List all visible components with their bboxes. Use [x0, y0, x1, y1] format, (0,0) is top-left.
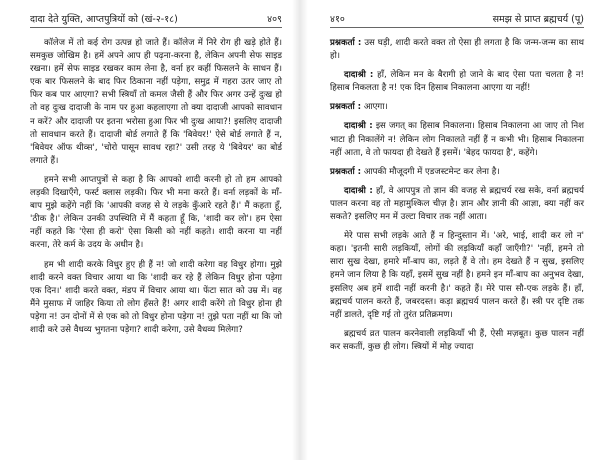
dialogue-block	[330, 120, 584, 159]
dialogue-block	[330, 37, 584, 63]
speaker-label: प्रश्नकर्ता :	[330, 166, 362, 177]
dialogue-block	[330, 69, 584, 95]
left-paragraph-3: हम भी शादी करके विधुर हुए ही हैं न! जो शादी करेगा वह विधुर होगा। मुझे शादी करने वक्त विचार आया था कि 'शादी कर रहे हैं लेकिन विधुर होना पड़ेगा एक दिन।' शादी करते वक्त, मंडप में विचार आया था। फेंटा सात को उम्र में। वह मैंने मुसाफ में जाहिर किया तो लोग हँसते हैं! अगर शादी करेंगे तो विधुर होना ही पड़ेगा न! उन दोनों में से एक को तो विधुर होना पड़ेगा न! तुझे पता नहीं था कि जो शादी करे उसे वैधव्य भुगतना पड़ेगा? शादी करेगा, उसे वैधव्य मिलेगा?	[30, 259, 282, 335]
left-page-number: ४०९	[267, 14, 282, 25]
dialogue-text: उस घड़ी, शादी करते वक्त तो ऐसा ही लगता है कि जन्म-जन्म का साथ हो।	[330, 38, 584, 62]
right-page	[308, 0, 600, 460]
dialogue-text: आएगा।	[363, 102, 388, 113]
left-page	[0, 0, 290, 460]
dialogue-text: हाँ, लेकिन मन के बैरागी हो जाने के बाद ऐसा पता चलता है न! हिसाब निकलता है न! एक दिन हिसाब निकालना आएगा या नहीं!	[330, 70, 584, 94]
dialogue-block	[330, 101, 584, 114]
left-paragraph-1: कॉलेज में तो कई रोग उत्पन्न हो जाते हैं। कॉलेज में निरे रोग ही खड़े होते हैं। समकुछ जोखिम है। हमें अपने आप ही पढ़ना-करना है, लेकिन अपनी सेफ साइड रखना। हमें सेफ साइड रखकर काम लेना है, वर्ना हर कहीं फिसलने के साधन हैं। एक बार फिसलने के बाद फिर ठिकाना नहीं पड़ेगा, समुद्र में गहरा उतर जाए तो फिर कब पार आएगा? सभी स्त्रियाँ तो कमल जैसी हैं और फिर अगर उन्हें दुःख हो तो वह दुःख दादाजी के नाम पर हुआ कहलाएगा तो क्या दादाजी आपको सावधान न करें? और दादाजी पर इतना भरोसा हुआ फिर भी दुःख आया?! इसलिए दादाजी तो सावधान करते हैं। दादाजी बोर्ड लगाते हैं कि 'बिवेयर!' ऐसे बोर्ड लगाते हैं न, 'बिवेयर ऑफ थीव्स', 'चोरो पासून सावध रहा?' उसी तरह ये 'बिवेयर' का बोर्ड लगाते हैं।	[30, 38, 282, 166]
right-page-header	[330, 6, 584, 28]
left-paragraph-2: हमने सभी आप्तपुत्रों से कहा है कि आपको शादी करनी हो तो हम आपको लड़की दिखाएँगे, फर्स्ट क्लास लड़की। फिर भी मना करते हैं। वर्ना लड़कों के माँ-बाप मुझे कहेंगे नहीं कि 'आपकी वजह से ये लड़के कुँआरे रहते हैं।' मैं कहता हूँ, 'ठीक है।' लेकिन उनकी उपस्थिति में मैं कहता हूँ कि, 'शादी कर लो'। हम ऐसा नहीं कहते कि 'ऐसा ही करो' ऐसा किसी को नहीं कहते। शादी करना या नहीं करना, तेरे कर्म के उदय के अधीन है।	[30, 174, 282, 251]
dialogue-block	[330, 185, 584, 224]
dialogue-block	[330, 166, 584, 179]
right-page-body	[330, 28, 584, 354]
book-gutter	[292, 0, 308, 460]
speaker-label: दादाश्री :	[344, 185, 373, 196]
narrative-paragraph	[330, 328, 584, 354]
speaker-label: प्रश्नकर्ता :	[330, 38, 362, 48]
narrative-text: ब्रह्मचर्य व्रत पालन करनेवाली लड़कियाँ भी हैं, ऐसी मज़बूत। कुछ पालन नहीं कर सकतीं, कुछ ही लोग। स्त्रियों में मोह ज्यादा	[330, 328, 584, 352]
dialogue-text: इस जगत् का हिसाब निकालना। हिसाब निकालना आ जाए तो निश भाटा ही निकालेंगे न! लेकिन लोग निकालते नहीं हैं न कभी भी। हिसाब निकालना नहीं आता, वे तो फायदा ही देखते हैं इसमें। 'बेहद फायदा है', कहेंगे।	[330, 121, 584, 158]
speaker-label: दादाश्री :	[344, 70, 374, 81]
dialogue-text: आपकी मौजूदगी में एडजस्टमेन्ट कर लेना है।	[363, 166, 500, 177]
left-page-header	[30, 6, 282, 28]
narrative-paragraph	[330, 230, 584, 322]
speaker-label: प्रश्नकर्ता :	[330, 102, 362, 113]
dialogue-text: हाँ, वे आपपुत्र तो ज्ञान की वजह से ब्रह्मचर्य रख सके, वर्ना ब्रह्मचर्य पालन करना वह तो महामुश्किल चीज़ है। ज्ञान और ज्ञानी की आज्ञा, क्या नहीं कर सकते? इसलिए मन में उल्टा विचार तक नहीं आता।	[330, 185, 584, 223]
left-page-body	[30, 28, 282, 337]
left-running-title: दादा देते युक्ति, आप्तपुत्रियों को (खं-२-१८)	[30, 14, 178, 25]
right-running-title: समझ से प्राप्त ब्रह्मचर्य (पू)	[492, 14, 584, 25]
speaker-label: दादाश्री :	[344, 121, 373, 132]
narrative-text: मेरे पास सभी लड़के आते हैं न हिन्दुस्तान में। 'अरे, भाई, शादी कर लो न' कहा। 'इतनी सारी लड़कियाँ, लोगों की लड़कियाँ कहाँ जाएँगी?' 'नहीं, हमने तो सारा सुख देखा, हमारे माँ-बाप का, लड़ते हैं वे तो। हम देखते हैं न सुख, इसलिए हमने जान लिया है कि यहाँ, इसमें सुख नहीं है। हमने इन माँ-बाप का अनुभव देखा, इसलिए अब हमें शादी नहीं करनी है।' कहते हैं। मेरे पास सौ-एक लड़के हैं। हाँ, ब्रह्मचर्य पालन करते हैं, जबरदस्त। कड़ा ब्रह्मचर्य पालन करते हैं। स्त्री पर दृष्टि तक नहीं डालते, दृष्टि गई तो तुरंत प्रतिक्रमण।	[330, 231, 584, 320]
right-page-number: ४१०	[330, 14, 345, 25]
